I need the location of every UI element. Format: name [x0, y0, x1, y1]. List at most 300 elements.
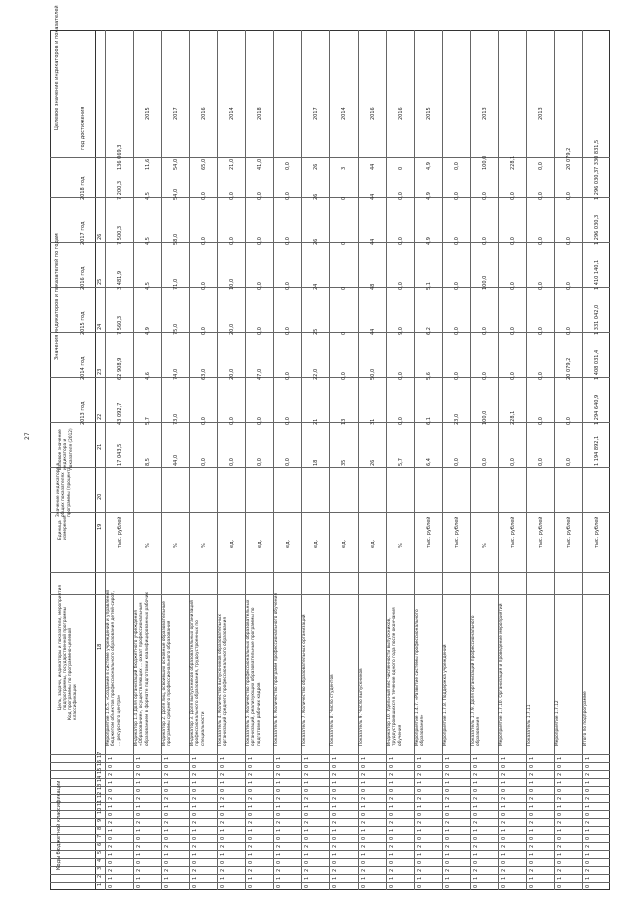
code-cell: 0 [444, 788, 451, 792]
row-value: 0,0 [537, 372, 544, 380]
code-cell: 2 [192, 844, 199, 848]
row-value: 44 [369, 163, 376, 170]
code-cell: 2 [304, 868, 311, 872]
code-cell: 0 [108, 788, 114, 792]
code-cell: 1 [220, 756, 227, 760]
row-base-value: 0,0 [229, 458, 236, 466]
frame-right [609, 30, 610, 890]
code-cell: 1 [164, 756, 171, 760]
code-cell: 1 [500, 780, 507, 784]
code-cell: 1 [500, 852, 507, 856]
row-value: 0,0 [509, 192, 516, 200]
code-cell: 2 [472, 844, 479, 848]
code-cell: 2 [248, 820, 255, 824]
code-cell: 0 [164, 884, 171, 888]
code-cell: 0 [192, 836, 199, 840]
row-value: 0,0 [509, 372, 516, 380]
column-number: 2 [97, 874, 103, 878]
row-name: Показатель 1.7.9. Доля организаций профессионального образования [470, 615, 482, 746]
code-cell: 1 [248, 756, 255, 760]
year-header: 2014 год [80, 356, 86, 380]
code-cell: 0 [556, 836, 563, 840]
code-cell: 1 [556, 804, 563, 808]
year-header: 2015 год [80, 311, 86, 335]
row-unit: ед. [229, 539, 236, 548]
code-cell: 2 [220, 772, 227, 776]
row-value: 0,0 [285, 192, 292, 200]
code-cell: 0 [360, 884, 367, 888]
row-value: 0 [341, 331, 348, 335]
code-cell: 2 [528, 844, 535, 848]
code-cell: 2 [220, 820, 227, 824]
code-cell: 0 [528, 836, 535, 840]
code-cell: 0 [444, 884, 451, 888]
row-value: 0,0 [201, 417, 208, 425]
code-cell: 1 [332, 756, 339, 760]
row-value: 0,0 [285, 237, 292, 245]
code-cell: 2 [556, 868, 563, 872]
row-value: 100,0 [481, 410, 488, 425]
code-cell: 2 [584, 868, 591, 872]
code-cell: 1 [220, 804, 227, 808]
row-value: 65,0 [201, 158, 208, 170]
code-cell: 0 [164, 788, 171, 792]
code-cell: 1 [360, 876, 367, 880]
row-value: 5,7 [145, 417, 152, 425]
row-value: 0,0 [537, 162, 544, 170]
code-cell: 2 [164, 820, 171, 824]
row-base-value: 18 [313, 459, 320, 466]
code-cell: 2 [332, 772, 339, 776]
code-cell: 1 [108, 876, 114, 880]
code-cell: 1 [444, 852, 451, 856]
code-cell: 2 [388, 772, 395, 776]
row-value: 0,0 [481, 327, 488, 335]
row-value: 5,6 [425, 372, 432, 380]
row-name: Мероприятие 1.4.7. «Развитие системы профессионального образования» [414, 609, 426, 746]
row-value: 71,0 [173, 278, 180, 290]
year-header: 2018 год [80, 176, 86, 200]
row-unit: ед. [369, 539, 376, 548]
row-line [526, 30, 527, 890]
code-cell: 2 [192, 772, 199, 776]
row-target-year: 2018 [257, 107, 264, 120]
code-cell: 2 [332, 820, 339, 824]
row-value: 0,0 [257, 192, 264, 200]
row-target-year: 2017 [173, 107, 180, 120]
code-cell: 2 [528, 820, 535, 824]
code-cell: 0 [248, 812, 255, 816]
code-cell: 1 [500, 828, 507, 832]
column-number: 6 [97, 842, 103, 846]
code-cell: 0 [444, 836, 451, 840]
code-cell: 2 [108, 844, 114, 848]
code-cell: 0 [248, 788, 255, 792]
code-cell: 0 [248, 860, 255, 864]
row-name: Показатель 1.7.11 [526, 704, 532, 746]
header-period: Значения индикаторов и показателей по годам [54, 233, 60, 360]
row-base-value: 1 194 892,1 [593, 435, 600, 466]
row-unit: тыс. рублей [509, 516, 516, 548]
row-line [582, 30, 583, 890]
column-number: 23 [97, 368, 103, 375]
column-number: 17 [97, 751, 103, 758]
row-value: 0,0 [257, 327, 264, 335]
code-cell: 2 [248, 844, 255, 848]
code-cell: 1 [388, 804, 395, 808]
row-line [189, 30, 190, 890]
column-number: 18 [97, 643, 103, 650]
code-cell: 1 [276, 852, 283, 856]
row-name: Показатель 9. Число выпускников [358, 668, 364, 746]
row-target-year: 2015 [145, 107, 152, 120]
code-cell: 0 [220, 836, 227, 840]
row-unit: тыс. рублей [425, 516, 432, 548]
code-cell: 0 [304, 764, 311, 768]
column-number: 24 [97, 323, 103, 330]
row-target-year: 2014 [341, 107, 348, 120]
code-cell: 0 [472, 836, 479, 840]
code-cell: 2 [444, 796, 451, 800]
row-value: 0,0 [285, 162, 292, 170]
row-line [217, 30, 218, 890]
code-cell: 0 [276, 836, 283, 840]
code-cell: 2 [136, 868, 143, 872]
column-number: 21 [97, 443, 103, 450]
code-cell: 2 [388, 796, 395, 800]
row-value: 22,0 [313, 368, 320, 380]
code-cell: 1 [444, 780, 451, 784]
code-cell: 0 [248, 884, 255, 888]
row-value: 136 069,3 [117, 144, 124, 170]
row-value: 7 200,3 [117, 180, 124, 200]
code-cell: 2 [276, 868, 283, 872]
code-cell: 0 [444, 860, 451, 864]
row-unit: тыс. рублей [117, 516, 124, 548]
code-cell: 0 [472, 788, 479, 792]
row-value: 20,0 [229, 368, 236, 380]
code-cell: 2 [500, 820, 507, 824]
row-value: 0,0 [509, 237, 516, 245]
row-value: 0,0 [201, 237, 208, 245]
code-cell: 2 [136, 796, 143, 800]
code-cell: 0 [528, 884, 535, 888]
code-cell: 0 [556, 764, 563, 768]
code-cell: 2 [388, 844, 395, 848]
code-cell: 0 [556, 860, 563, 864]
row-value: 0,0 [257, 282, 264, 290]
row-value: 6,1 [425, 417, 432, 425]
row-name: Мероприятие 1.7.12 [554, 700, 560, 746]
row-value: 41,0 [257, 158, 264, 170]
code-cell: 0 [304, 884, 311, 888]
row-value: 7 500,3 [117, 225, 124, 245]
code-cell: 1 [444, 876, 451, 880]
code-cell: 1 [388, 780, 395, 784]
code-cell: 2 [584, 820, 591, 824]
row-value: 4,5 [145, 192, 152, 200]
code-cell: 0 [500, 836, 507, 840]
row-value: 0,0 [397, 192, 404, 200]
code-cell: 1 [304, 756, 311, 760]
code-cell: 0 [248, 836, 255, 840]
code-cell: 0 [192, 860, 199, 864]
code-cell: 1 [248, 804, 255, 808]
code-cell: 2 [444, 820, 451, 824]
code-cell: 1 [360, 780, 367, 784]
code-cell: 1 [444, 828, 451, 832]
code-cell: 0 [164, 860, 171, 864]
row-name: Мероприятие 1.6.5. «Создание в системе учреждений и управлений бюджетом объектов профессионального образования детей-сирот, ... ресурсного центра» [106, 589, 122, 746]
row-value: 74,0 [173, 368, 180, 380]
row-value: 0,0 [565, 417, 572, 425]
row-value: 0,0 [229, 417, 236, 425]
row-unit: ед. [285, 539, 292, 548]
row-value: 0,0 [341, 372, 348, 380]
code-cell: 0 [556, 884, 563, 888]
code-cell: 0 [388, 788, 395, 792]
row-value: 3 [341, 166, 348, 170]
row-value: 11,6 [145, 158, 152, 170]
row-value: 26 [313, 238, 320, 245]
code-cell: 2 [472, 796, 479, 800]
column-number: 20 [97, 493, 103, 500]
code-cell: 2 [416, 772, 423, 776]
code-cell: 1 [416, 876, 423, 880]
code-cell: 1 [528, 876, 535, 880]
code-cell: 2 [360, 772, 367, 776]
column-number: 9 [97, 818, 103, 822]
code-cell: 2 [304, 796, 311, 800]
code-cell: 0 [164, 812, 171, 816]
code-cell: 1 [500, 756, 507, 760]
row-value: 100,0 [481, 275, 488, 290]
code-cell: 2 [360, 796, 367, 800]
code-cell: 2 [472, 868, 479, 872]
row-unit: ед. [313, 539, 320, 548]
code-cell: 0 [444, 764, 451, 768]
row-value: 0,0 [397, 282, 404, 290]
code-cell: 2 [388, 820, 395, 824]
row-value: 0,0 [565, 192, 572, 200]
row-value: 50,0 [369, 368, 376, 380]
code-cell: 2 [304, 820, 311, 824]
row-name: Индикатор 3. Доля выпускников образовательных организаций профессионального образования, трудоустроенных по специальности [190, 600, 206, 746]
row-value: 23,0 [453, 413, 460, 425]
row-value: 43 092,7 [117, 402, 124, 425]
code-cell: 0 [360, 836, 367, 840]
row-base-value: 5,7 [397, 458, 404, 466]
code-cell: 2 [276, 844, 283, 848]
code-cell: 0 [304, 836, 311, 840]
row-value: 3 481,9 [117, 270, 124, 290]
row-name: Показатель 7. Количество образовательных организаций [302, 614, 308, 746]
code-cell: 1 [332, 852, 339, 856]
code-cell: 0 [500, 884, 507, 888]
code-cell: 1 [472, 780, 479, 784]
row-value: 26 [313, 193, 320, 200]
code-cell: 0 [472, 860, 479, 864]
row-value: 1 296 030,3 [593, 169, 600, 200]
code-cell: 0 [416, 884, 423, 888]
row-value: 228,1 [509, 155, 516, 170]
code-cell: 2 [192, 868, 199, 872]
code-cell: 1 [192, 876, 199, 880]
code-cell: 1 [192, 756, 199, 760]
row-value: 0,0 [453, 162, 460, 170]
code-cell: 0 [304, 788, 311, 792]
header-separator [95, 30, 96, 890]
code-cell: 1 [276, 780, 283, 784]
code-cell: 2 [304, 772, 311, 776]
code-cell: 1 [192, 804, 199, 808]
row-value: 4,9 [425, 192, 432, 200]
row-line [470, 30, 471, 890]
code-cell: 1 [248, 828, 255, 832]
frame-left [50, 30, 51, 890]
code-cell: 2 [276, 796, 283, 800]
column-number: 4 [97, 858, 103, 862]
code-cell: 1 [472, 756, 479, 760]
year-header: 2017 год [80, 221, 86, 245]
code-cell: 2 [164, 796, 171, 800]
code-cell: 0 [584, 788, 591, 792]
row-name: Показатель 4. Количество выпускников образовательных организаций среднего профессионального образования [218, 614, 229, 746]
header-indicator-name: Цель, задачи, индикаторы и показатели, мероприятия подпрограммы, государственной программы [58, 585, 69, 710]
code-cell: 2 [248, 796, 255, 800]
row-target-year: 2016 [397, 107, 404, 120]
code-cell: 1 [108, 780, 114, 784]
code-cell: 0 [220, 812, 227, 816]
row-line [273, 30, 274, 890]
code-cell: 2 [192, 796, 199, 800]
row-unit: тыс. рублей [565, 516, 572, 548]
code-cell: 1 [332, 876, 339, 880]
code-cell: 2 [164, 868, 171, 872]
code-cell: 2 [416, 868, 423, 872]
code-cell: 0 [556, 788, 563, 792]
code-cell: 2 [556, 844, 563, 848]
row-value: 0,0 [229, 237, 236, 245]
rotated-table [50, 5, 610, 890]
code-cell: 2 [584, 796, 591, 800]
code-cell: 1 [360, 828, 367, 832]
code-cell: 2 [108, 868, 114, 872]
column-number: 10 [97, 807, 103, 814]
row-value: 6,2 [425, 327, 432, 335]
row-base-value: 0,0 [453, 458, 460, 466]
row-value: 1 294 640,9 [593, 394, 600, 425]
code-cell: 2 [416, 820, 423, 824]
row-value: 0,0 [537, 192, 544, 200]
code-cell: 0 [304, 812, 311, 816]
row-value: 0,0 [285, 417, 292, 425]
row-unit: % [397, 543, 404, 548]
row-line [301, 30, 302, 890]
code-cell: 2 [444, 772, 451, 776]
code-cell: 0 [220, 860, 227, 864]
code-cell: 2 [220, 844, 227, 848]
row-name: Показатель 6. Количество программ профессионального обучения [274, 593, 280, 746]
row-name: Индикатор 1.4 Доля организаций бюджетного учреждения «Образование», осуществляющих ... охват профессиональным образованием в формате подготовки квалифицированных рабочих [134, 591, 150, 746]
code-cell: 2 [108, 796, 114, 800]
code-cell: 0 [388, 884, 395, 888]
code-cell: 2 [332, 844, 339, 848]
row-name: Показатель 5. Количество профессиональных образовательных организаций, реализующих образовательные программы по подготовке рабочих кадров [246, 599, 263, 746]
row-name: Мероприятие 1.7.8. Поддержка учреждений [442, 644, 448, 746]
code-cell: 2 [556, 796, 563, 800]
code-cell: 0 [360, 812, 367, 816]
code-cell: 0 [332, 836, 339, 840]
code-cell: 1 [528, 852, 535, 856]
code-cell: 0 [220, 788, 227, 792]
row-value: 0,0 [453, 282, 460, 290]
row-value: 0 [341, 286, 348, 290]
code-cell: 1 [136, 780, 143, 784]
code-cell: 2 [136, 820, 143, 824]
code-cell: 2 [444, 844, 451, 848]
code-cell: 1 [304, 828, 311, 832]
code-cell: 1 [192, 852, 199, 856]
code-cell: 1 [556, 852, 563, 856]
code-cell: 1 [472, 828, 479, 832]
code-cell: 1 [192, 780, 199, 784]
row-unit: % [145, 543, 152, 548]
row-value: 0,0 [453, 192, 460, 200]
row-name: Индикатор 10. Удельный вес численности выпускников, трудоустроившихся в течение одного года после окончания обучения [386, 607, 403, 746]
row-value: 0,0 [229, 192, 236, 200]
row-base-value: 35 [341, 459, 348, 466]
header-program-code: Код программы по программно-целевой классификации [68, 627, 79, 720]
row-value: 4,9 [425, 162, 432, 170]
row-unit: тыс. рублей [593, 516, 600, 548]
code-cell: 0 [164, 764, 171, 768]
row-value: 44 [369, 193, 376, 200]
code-cell: 0 [416, 836, 423, 840]
row-value: 48 [369, 283, 376, 290]
row-base-value: 8,5 [145, 458, 152, 466]
row-value: 0,0 [453, 237, 460, 245]
code-cell: 1 [276, 876, 283, 880]
row-value: 24 [313, 283, 320, 290]
code-cell: 0 [388, 812, 395, 816]
code-cell: 2 [472, 820, 479, 824]
row-value: 228,1 [509, 410, 516, 425]
code-cell: 0 [500, 764, 507, 768]
row-name: Показатель 8. Число студентов [330, 674, 336, 746]
header-code-group: Коды бюджетной классификации [56, 780, 62, 870]
row-value: 0,0 [481, 372, 488, 380]
column-number: 5 [97, 850, 103, 854]
row-base-value: 0,0 [565, 458, 572, 466]
row-value: 0,0 [257, 417, 264, 425]
code-cell: 2 [584, 772, 591, 776]
code-cell: 2 [360, 868, 367, 872]
row-value: 0,0 [397, 417, 404, 425]
code-cell: 0 [500, 812, 507, 816]
row-line [386, 30, 387, 890]
row-value: 0,0 [201, 282, 208, 290]
row-base-value: 6,4 [425, 458, 432, 466]
row-value: 9,0 [397, 327, 404, 335]
row-value: 4,6 [145, 372, 152, 380]
row-value: 0,0 [453, 372, 460, 380]
row-target-year: 2016 [369, 107, 376, 120]
column-number: 19 [97, 523, 103, 530]
code-cell: 0 [136, 812, 143, 816]
row-value: 47,0 [257, 368, 264, 380]
code-cell: 1 [528, 756, 535, 760]
